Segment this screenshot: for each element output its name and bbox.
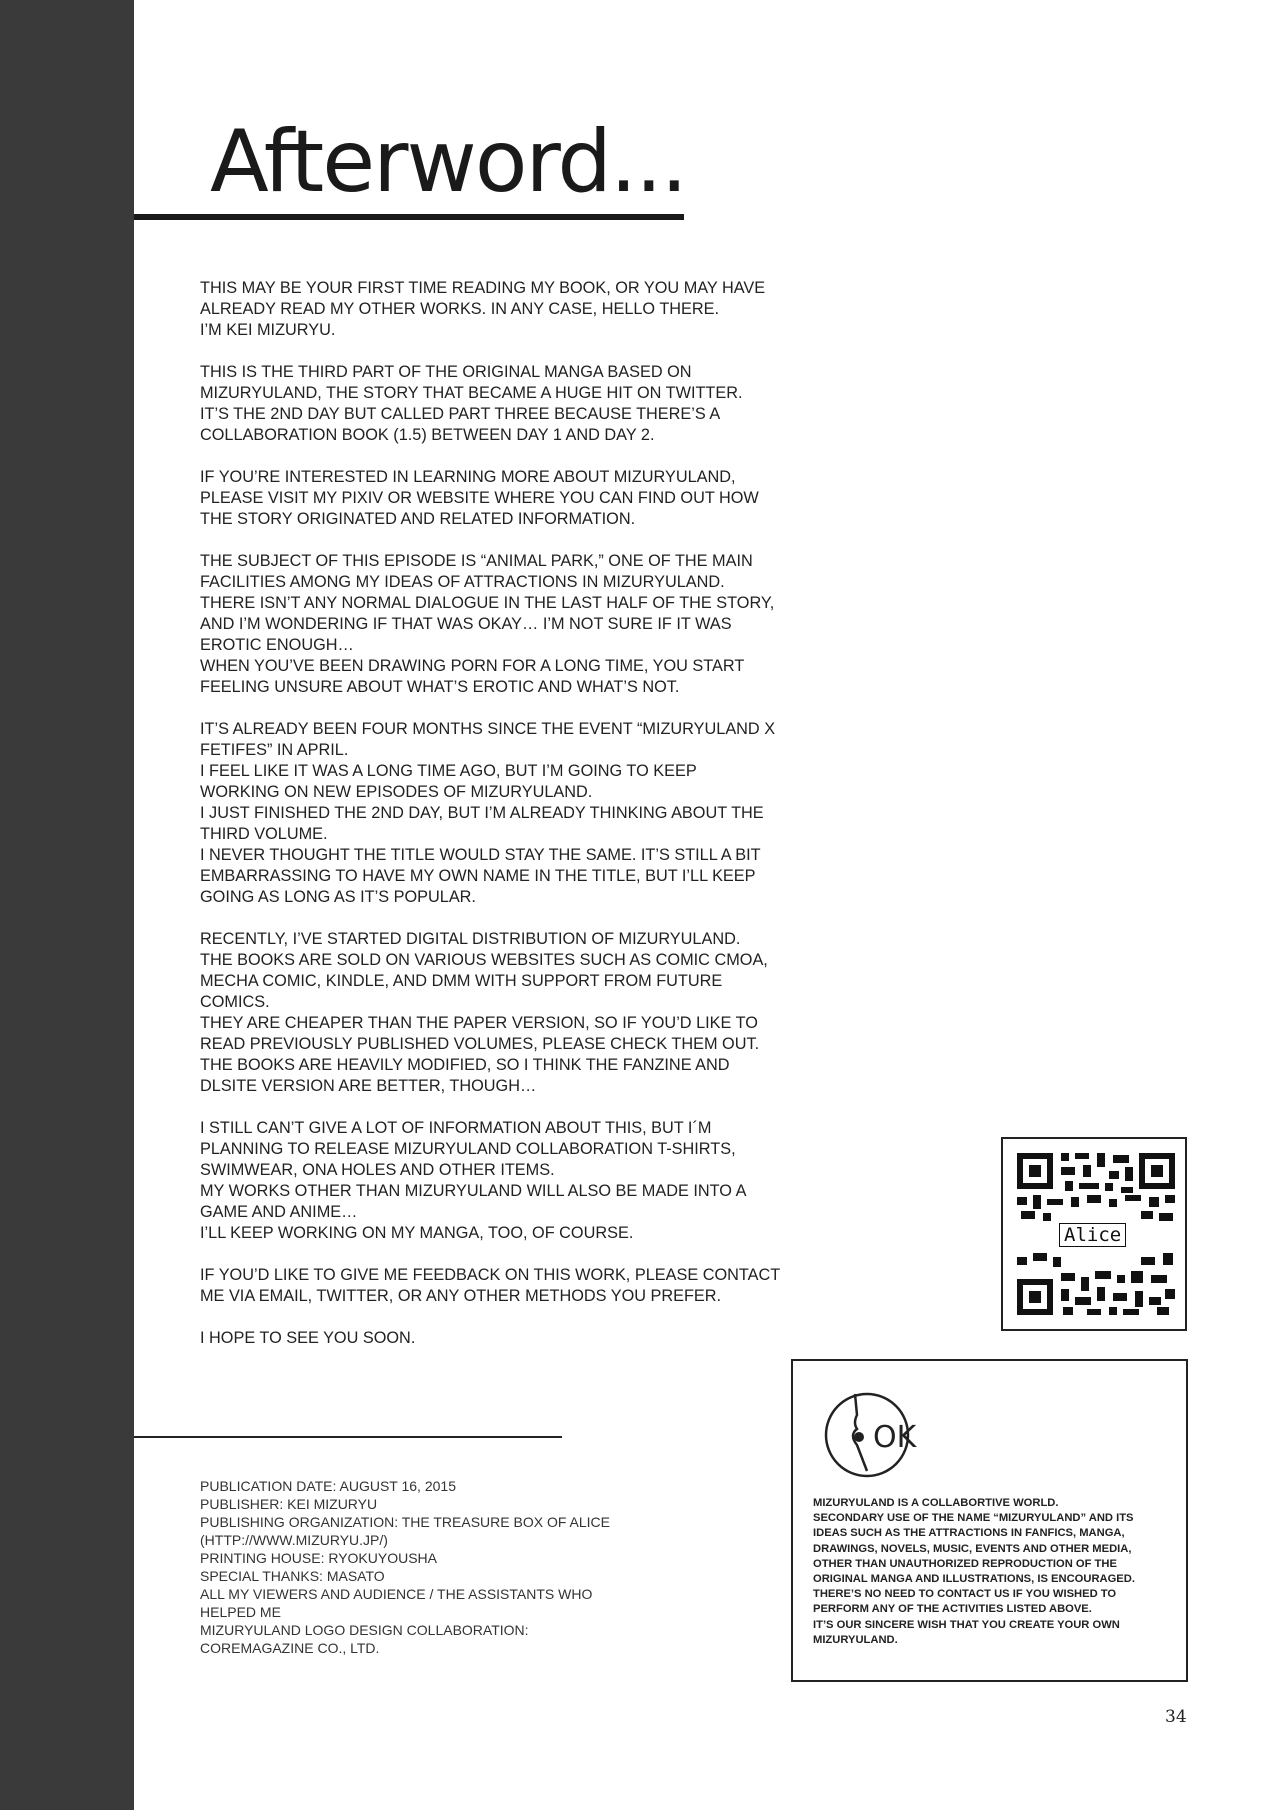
paragraph: I HOPE TO SEE YOU SOON. xyxy=(200,1329,416,1347)
paragraph: THIS MAY BE YOUR FIRST TIME READING MY BOOK, OR YOU MAY HAVE ALREADY READ MY OTHER WORKS. IN ANY CASE, HELLO THERE. I’M KEI MIZURYU. xyxy=(200,279,766,339)
afterword-body xyxy=(200,278,840,1370)
page-title: Afterword... xyxy=(210,112,686,212)
qr-label: Alice xyxy=(1059,1223,1126,1247)
publication-credits xyxy=(200,1477,660,1657)
qr-code[interactable] xyxy=(1001,1137,1187,1331)
credit-line: PUBLISHER: KEI MIZURYU xyxy=(200,1496,378,1512)
collaboration-notice xyxy=(791,1359,1188,1682)
footer-divider xyxy=(134,1436,562,1438)
paragraph: I STILL CAN’T GIVE A LOT OF INFORMATION ABOUT THIS, BUT I´M PLANNING TO RELEASE MIZURYULAND COLLABORATION T-SHIRTS, SWIMWEAR, ONA HOLES AND OTHER ITEMS. MY WORKS OTHER THAN MIZURYULAND WILL ALSO BE MADE INTO A GAME AND ANIME… I’LL KEEP WORKING ON MY MANGA, TOO, OF COURSE. xyxy=(200,1119,747,1242)
notice-text xyxy=(813,1496,1173,1648)
notice-line: SECONDARY USE OF THE NAME “MIZURYULAND” AND ITS IDEAS SUCH AS THE ATTRACTIONS IN FANFICS, MANGA, DRAWINGS, NOVELS, MUSIC, EVENTS AND OTHER MEDIA, OTHER THAN UNAUTHORIZED REPRODUCTION OF THE ORIGINAL MANGA AND ILLUSTRATIONS, IS ENCOURAGED. xyxy=(813,1512,1135,1586)
credit-line: PUBLICATION DATE: AUGUST 16, 2015 xyxy=(200,1478,456,1494)
paragraph: RECENTLY, I’VE STARTED DIGITAL DISTRIBUTION OF MIZURYULAND. THE BOOKS ARE SOLD ON VARIOUS WEBSITES SUCH AS COMIC CMOA, MECHA COMIC, KINDLE, AND DMM WITH SUPPORT FROM FUTURE COMICS. THEY ARE CHEAPER THAN THE PAPER VERSION, SO IF YOU’D LIKE TO READ PREVIOUSLY PUBLISHED VOLUMES, PLEASE CHECK THEM OUT. THE BOOKS ARE HEAVILY MODIFIED, SO I THINK THE FANZINE AND DLSITE VERSION ARE BETTER, THOUGH… xyxy=(200,930,768,1095)
notice-line: IT’S OUR SINCERE WISH THAT YOU CREATE YOUR OWN MIZURYULAND. xyxy=(813,1618,1120,1646)
notice-line: THERE’S NO NEED TO CONTACT US IF YOU WISHED TO PERFORM ANY OF THE ACTIVITIES LISTED ABOVE. xyxy=(813,1588,1117,1616)
ok-logo-icon xyxy=(823,1385,943,1485)
ok-logo-text: OK xyxy=(873,1420,917,1455)
page-number: 34 xyxy=(1165,1707,1187,1727)
side-bar xyxy=(0,0,134,1810)
paragraph: IF YOU’RE INTERESTED IN LEARNING MORE ABOUT MIZURYULAND, PLEASE VISIT MY PIXIV OR WEBSITE WHERE YOU CAN FIND OUT HOW THE STORY ORIGINATED AND RELATED INFORMATION. xyxy=(200,468,759,528)
credit-line: (HTTP://WWW.MIZURYU.JP/) xyxy=(200,1532,388,1548)
paragraph: THIS IS THE THIRD PART OF THE ORIGINAL MANGA BASED ON MIZURYULAND, THE STORY THAT BECAME A HUGE HIT ON TWITTER. IT’S THE 2ND DAY BUT CALLED PART THREE BECAUSE THERE’S A COLLABORATION BOOK (1.5) BETWEEN DAY 1 AND DAY 2. xyxy=(200,363,743,444)
credit-line: SPECIAL THANKS: MASATO xyxy=(200,1568,385,1584)
credit-line: PRINTING HOUSE: RYOKUYOUSHA xyxy=(200,1550,438,1566)
credit-line: PUBLISHING ORGANIZATION: THE TREASURE BOX OF ALICE xyxy=(200,1514,610,1530)
credit-line: ALL MY VIEWERS AND AUDIENCE / THE ASSISTANTS WHO HELPED ME xyxy=(200,1586,593,1620)
paragraph: THE SUBJECT OF THIS EPISODE IS “ANIMAL PARK,” ONE OF THE MAIN FACILITIES AMONG MY IDEAS OF ATTRACTIONS IN MIZURYULAND. THERE ISN’T ANY NORMAL DIALOGUE IN THE LAST HALF OF THE STORY, AND I’M WONDERING IF THAT WAS OKAY… I’M NOT SURE IF IT WAS EROTIC ENOUGH… WHEN YOU’VE BEEN DRAWING PORN FOR A LONG TIME, YOU START FEELING UNSURE ABOUT WHAT’S EROTIC AND WHAT’S NOT. xyxy=(200,552,775,696)
paragraph: IF YOU’D LIKE TO GIVE ME FEEDBACK ON THIS WORK, PLEASE CONTACT ME VIA EMAIL, TWITTER, OR ANY OTHER METHODS YOU PREFER. xyxy=(200,1266,781,1305)
paragraph: IT’S ALREADY BEEN FOUR MONTHS SINCE THE EVENT “MIZURYULAND X FETIFES” IN APRIL. I FEEL LIKE IT WAS A LONG TIME AGO, BUT I’M GOING TO KEEP WORKING ON NEW EPISODES OF MIZURYULAND. I JUST FINISHED THE 2ND DAY, BUT I’M ALREADY THINKING ABOUT THE THIRD VOLUME. I NEVER THOUGHT THE TITLE WOULD STAY THE SAME. IT’S STILL A BIT EMBARRASSING TO HAVE MY OWN NAME IN THE TITLE, BUT I’LL KEEP GOING AS LONG AS IT’S POPULAR. xyxy=(200,720,776,906)
title-underline xyxy=(134,214,684,220)
credit-line: MIZURYULAND LOGO DESIGN COLLABORATION: COREMAGAZINE CO., LTD. xyxy=(200,1622,529,1656)
notice-line: MIZURYULAND IS A COLLABORTIVE WORLD. xyxy=(813,1497,1059,1509)
